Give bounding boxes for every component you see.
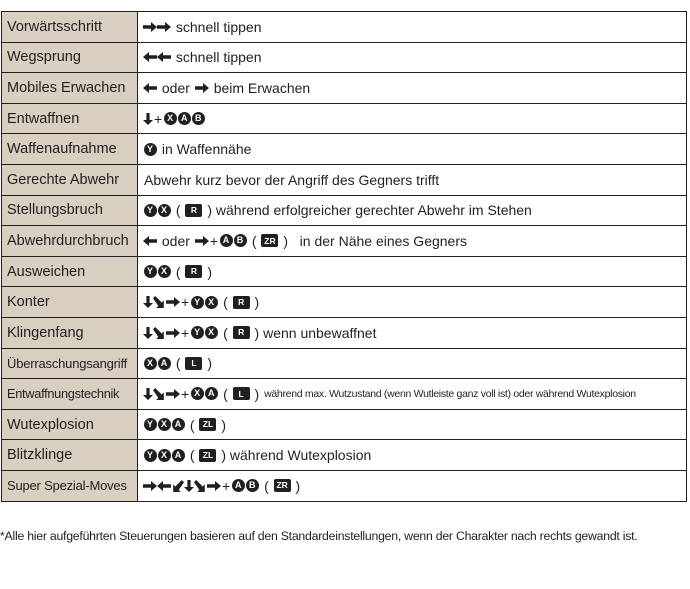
table-row [2,379,687,410]
a-button-icon: A [205,387,218,400]
move-input [138,73,687,104]
move-text: + [181,385,190,402]
move-name: Gerechte Abwehr [2,165,138,196]
move-name: Entwaffnungstechnik [2,379,138,410]
table-row [2,165,687,196]
table-row [2,43,687,74]
move-text: ) während Wutexplosion [217,447,372,464]
r-button-icon: R [185,265,202,278]
y-button-icon: Y [144,204,157,217]
move-text: ) [250,385,264,402]
move-name: Mobiles Erwachen [2,73,138,104]
move-input [138,379,687,410]
move-name: Klingenfang [2,318,138,349]
arrow-down-icon [184,480,194,492]
arrow-down-right-icon [153,296,166,308]
move-input [138,349,687,380]
move-text: ( [219,385,232,402]
move-name: Wegsprung [2,43,138,74]
move-input [138,12,687,43]
x-button-icon: X [205,296,218,309]
b-button-icon: B [192,112,205,125]
arrow-right-icon [166,296,180,308]
move-input [138,410,687,441]
y-button-icon: Y [144,265,157,278]
l-button-icon: L [185,357,202,370]
move-text: oder [158,79,194,96]
arrow-left-icon [143,51,157,63]
a-button-icon: A [172,449,185,462]
move-text: ) [291,477,301,494]
x-button-icon: X [158,418,171,431]
table-row [2,73,687,104]
arrow-left-icon [143,235,157,247]
arrow-left-icon [157,51,171,63]
zl-button-icon: ZL [199,449,216,462]
arrow-down-icon [143,388,153,400]
r-button-icon: R [233,296,250,309]
move-input [138,440,687,471]
controls-table [1,11,687,502]
move-text: ( [219,294,232,311]
a-button-icon: A [232,479,245,492]
footnote: *Alle hier aufgeführten Steuerungen basieren auf den Standardeinstellungen, wenn der Charakter nach rechts gewandt ist. [0,529,638,543]
move-text: ) [250,294,260,311]
move-name: Super Spezial-Moves [2,471,138,502]
a-button-icon: A [172,418,185,431]
b-button-icon: B [234,234,247,247]
move-name: Stellungsbruch [2,196,138,227]
arrow-left-icon [157,480,171,492]
move-text: ( [186,447,199,464]
arrow-right-icon [143,480,157,492]
table-row [2,226,687,257]
move-text: ) [203,263,213,280]
move-input [138,165,687,196]
a-button-icon: A [220,234,233,247]
y-button-icon: Y [144,418,157,431]
zl-button-icon: ZL [199,418,216,431]
arrow-down-right-icon [153,327,166,339]
move-text: oder [158,232,194,249]
move-input [138,471,687,502]
move-input [138,134,687,165]
move-name: Überraschungsangriff [2,349,138,380]
move-input [138,318,687,349]
move-note: während max. Wutzustand (wenn Wutleiste ganz voll ist) oder während Wutexplosion [264,387,636,400]
move-text: + [222,477,231,494]
move-text: ( [172,355,185,372]
zr-button-icon: ZR [261,234,278,247]
move-text: ( [248,232,261,249]
move-name: Entwaffnen [2,104,138,135]
x-button-icon: X [164,112,177,125]
move-text: schnell tippen [172,18,262,35]
move-text: + [209,232,218,249]
move-name: Ausweichen [2,257,138,288]
move-text: Abwehr kurz bevor der Angriff des Gegners trifft [144,171,440,188]
move-input [138,226,687,257]
a-button-icon: A [158,357,171,370]
move-text: ( [172,263,185,280]
move-text: ) [217,416,227,433]
x-button-icon: X [158,449,171,462]
move-text: schnell tippen [172,49,262,66]
move-name: Vorwärtsschritt [2,12,138,43]
arrow-down-icon [143,113,153,125]
x-button-icon: X [144,357,157,370]
move-text: ) in der Nähe eines Gegners [279,232,467,249]
move-text: beim Erwachen [209,79,311,96]
arrow-right-icon [166,388,180,400]
table-row [2,440,687,471]
move-text: ( [219,324,232,341]
move-text: ( [186,416,199,433]
arrow-right-icon [195,82,209,94]
table-row [2,12,687,43]
l-button-icon: L [233,387,250,400]
table-row [2,134,687,165]
move-input [138,196,687,227]
y-button-icon: Y [191,326,204,339]
table-row [2,196,687,227]
table-row [2,318,687,349]
table-row [2,349,687,380]
arrow-down-icon [143,296,153,308]
move-text: ( [172,202,185,219]
move-text: + [181,324,190,341]
y-button-icon: Y [191,296,204,309]
r-button-icon: R [185,204,202,217]
y-button-icon: Y [144,449,157,462]
arrow-down-right-icon [194,480,207,492]
arrow-down-left-icon [171,480,184,492]
move-text: + [181,294,190,311]
move-name: Abwehrdurchbruch [2,226,138,257]
x-button-icon: X [158,204,171,217]
arrow-right-icon [157,21,171,33]
move-input [138,287,687,318]
arrow-right-icon [207,480,221,492]
move-text: ) während erfolgreicher gerechter Abwehr im Stehen [203,202,532,219]
move-input [138,257,687,288]
move-text: ) [203,355,213,372]
arrow-right-icon [195,235,209,247]
a-button-icon: A [178,112,191,125]
move-text: ( [260,477,273,494]
table-row [2,410,687,441]
x-button-icon: X [158,265,171,278]
table-row [2,257,687,288]
move-text: ) wenn unbewaffnet [250,324,377,341]
table-row [2,471,687,502]
move-name: Konter [2,287,138,318]
arrow-right-icon [166,327,180,339]
zr-button-icon: ZR [274,479,291,492]
move-text: in Waffennähe [158,141,252,158]
arrow-right-icon [143,21,157,33]
table-row [2,287,687,318]
r-button-icon: R [233,326,250,339]
move-text: + [154,110,163,127]
table-row [2,104,687,135]
arrow-down-icon [143,327,153,339]
move-input [138,43,687,74]
x-button-icon: X [205,326,218,339]
x-button-icon: X [191,387,204,400]
move-name: Wutexplosion [2,410,138,441]
move-name: Waffenaufnahme [2,134,138,165]
arrow-down-right-icon [153,388,166,400]
y-button-icon: Y [144,143,157,156]
b-button-icon: B [246,479,259,492]
move-name: Blitzklinge [2,440,138,471]
arrow-left-icon [143,82,157,94]
move-input [138,104,687,135]
